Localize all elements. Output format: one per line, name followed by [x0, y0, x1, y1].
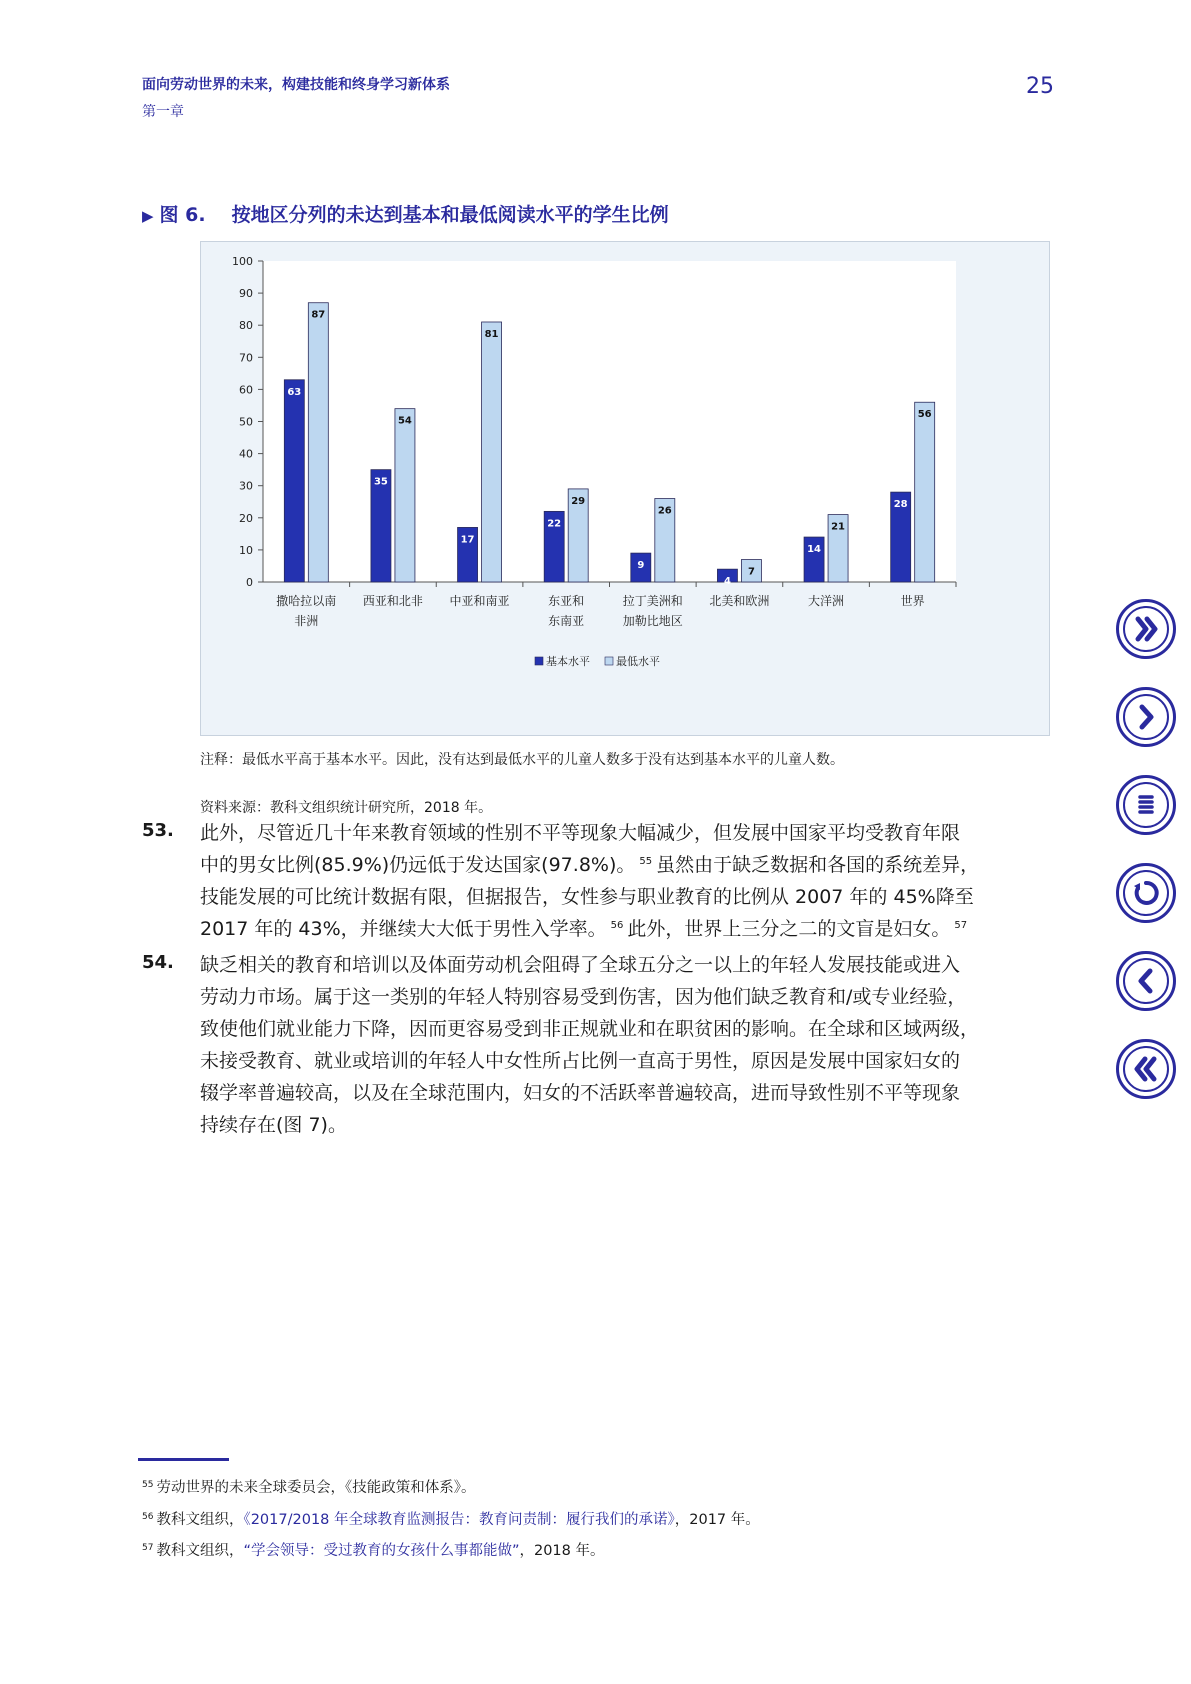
data-label: 9	[637, 560, 645, 572]
data-label: 81	[484, 328, 499, 340]
footnote-number: 56	[142, 1512, 154, 1522]
paragraph-line	[200, 818, 960, 845]
data-label: 17	[460, 534, 475, 546]
footnote-text: ，2017 年。	[674, 1512, 760, 1528]
paragraph-text: 未接受教育、就业或培训的年轻人中女性所占比例一直高于男性，原因是发展中国家妇女的	[200, 1050, 961, 1072]
y-tick-label: 90	[239, 287, 253, 301]
paragraph-text: 此外，世界上三分之二的文盲是妇女。	[627, 918, 951, 940]
paragraph-text: 虽然由于缺乏数据和各国的系统差异，	[656, 854, 980, 876]
y-tick-label: 80	[239, 319, 253, 333]
bar-minimum	[308, 303, 328, 582]
y-tick-label: 70	[239, 351, 253, 365]
menu-icon	[1129, 788, 1163, 822]
data-label: 26	[657, 505, 672, 517]
legend-label: 基本水平	[546, 655, 590, 668]
footnote-reference[interactable]: 57	[954, 920, 968, 931]
paragraph-line	[200, 982, 966, 1009]
x-tick-label: 北美和欧洲	[709, 594, 770, 608]
figure-number: 图 6.	[159, 204, 206, 226]
data-label: 29	[571, 495, 586, 507]
paragraph-number: 54.	[142, 952, 174, 973]
paragraph-line	[200, 850, 979, 877]
page-number: 25	[1026, 74, 1054, 99]
data-label: 56	[917, 409, 932, 421]
bar-minimum	[482, 322, 502, 582]
footnote-text: 教科文组织，	[156, 1543, 244, 1559]
y-tick-label: 40	[239, 447, 253, 461]
plot-area	[263, 261, 956, 582]
nav-button-ring	[1123, 870, 1169, 916]
menu-button[interactable]	[1116, 775, 1176, 835]
footnote-number: 55	[142, 1480, 154, 1490]
figure-arrow-icon: ▶	[142, 207, 154, 225]
running-header-chapter: 第一章	[142, 104, 184, 120]
footnote-text: 教科文组织，	[156, 1512, 244, 1528]
data-label: 54	[397, 415, 412, 427]
back-icon	[1129, 876, 1163, 910]
y-tick-label: 50	[239, 415, 253, 429]
footnote-link[interactable]: 《2017/2018 年全球教育监测报告：教育问责制：履行我们的承诺》	[243, 1512, 675, 1528]
legend-swatch	[605, 657, 613, 665]
x-tick-label: 世界	[900, 594, 925, 608]
back-button[interactable]	[1116, 863, 1176, 923]
y-tick-label: 60	[239, 383, 253, 397]
paragraph-text: 缺乏相关的教育和培训以及体面劳动机会阻碍了全球五分之一以上的年轻人发展技能或进入	[200, 954, 961, 976]
y-tick-label: 0	[246, 576, 253, 589]
paragraph-text: 此外，尽管近几十年来教育领域的性别不平等现象大幅减少，但发展中国家平均受教育年限	[200, 822, 961, 844]
paragraph-text: 技能发展的可比统计数据有限，但据报告，女性参与职业教育的比例从 2007 年的 45%降至	[200, 886, 974, 908]
footnote-text: 劳动世界的未来全球委员会，《技能政策和体系》。	[156, 1480, 476, 1496]
x-tick-label: 东南亚	[548, 614, 585, 628]
paragraph-line	[200, 1046, 960, 1073]
previous-page-button[interactable]	[1116, 951, 1176, 1011]
data-label: 7	[747, 566, 755, 578]
bar-minimum	[915, 402, 935, 582]
data-label: 35	[373, 476, 388, 488]
paragraph-line	[200, 950, 960, 977]
data-label: 63	[287, 386, 302, 398]
paragraph-line	[200, 914, 971, 941]
paragraph-text: 2017 年的 43%，并继续大大低于男性入学率。	[200, 918, 607, 940]
footnote-text: ，2018 年。	[519, 1543, 605, 1559]
bar-minimum	[395, 409, 415, 582]
footnote	[142, 1476, 475, 1497]
chart-container	[200, 241, 1050, 736]
x-tick-label: 非洲	[294, 614, 319, 628]
paragraph-text: 劳动力市场。属于这一类别的年轻人特别容易受到伤害，因为他们缺乏教育和/或专业经验，	[200, 986, 967, 1008]
footnote	[142, 1539, 605, 1560]
figure-note: 注释：最低水平高于基本水平。因此，没有达到最低水平的儿童人数多于没有达到基本水平的儿童人数。	[200, 752, 844, 768]
first-page-icon	[1129, 1052, 1163, 1086]
running-header-title: 面向劳动世界的未来，构建技能和终身学习新体系	[142, 77, 450, 93]
data-label: 21	[831, 521, 846, 533]
footnote-link[interactable]: “学会领导：受过教育的女孩什么事都能做”	[243, 1543, 520, 1559]
footnote	[142, 1508, 760, 1529]
y-tick-label: 10	[239, 543, 253, 557]
footnote-reference[interactable]: 56	[610, 920, 624, 931]
last-page-icon	[1129, 612, 1163, 646]
data-label: 87	[311, 309, 326, 321]
footnote-reference[interactable]: 55	[639, 856, 653, 867]
data-label: 22	[547, 518, 562, 530]
last-page-button[interactable]	[1116, 599, 1176, 659]
nav-button-ring	[1123, 958, 1169, 1004]
bar-chart	[201, 242, 1049, 735]
x-tick-label: 西亚和北非	[362, 594, 423, 608]
paragraph-text: 致使他们就业能力下降，因而更容易受到非正规就业和在职贫困的影响。在全球和区域两级，	[200, 1018, 980, 1040]
bar-basic	[284, 380, 304, 582]
x-tick-label: 东亚和	[548, 594, 585, 608]
next-page-button[interactable]	[1116, 687, 1176, 747]
nav-button-ring	[1123, 782, 1169, 828]
y-tick-label: 30	[239, 479, 253, 493]
x-tick-label: 大洋洲	[808, 594, 845, 608]
figure-title	[142, 200, 669, 227]
data-label: 14	[807, 544, 822, 556]
data-label: 4	[723, 576, 731, 588]
paragraph-number: 53.	[142, 820, 174, 841]
paragraph-line	[200, 1078, 960, 1105]
legend-swatch	[535, 657, 543, 665]
x-tick-label: 撒哈拉以南	[276, 594, 337, 608]
nav-button-ring	[1123, 694, 1169, 740]
legend-label: 最低水平	[616, 655, 660, 668]
y-tick-label: 100	[232, 255, 253, 268]
paragraph-line	[200, 1110, 347, 1137]
nav-button-ring	[1123, 606, 1169, 652]
paragraph-text: 持续存在(图 7)。	[200, 1114, 347, 1136]
paragraph-text: 中的男女比例(85.9%)仍远低于发达国家(97.8%)。	[200, 854, 636, 876]
next-page-icon	[1129, 700, 1163, 734]
paragraph-line	[200, 882, 974, 909]
data-label: 28	[893, 499, 908, 511]
figure-source: 资料来源：教科文组织统计研究所，2018 年。	[200, 800, 493, 816]
nav-button-ring	[1123, 1046, 1169, 1092]
figure-title-text: 按地区分列的未达到基本和最低阅读水平的学生比例	[231, 204, 669, 226]
footnote-number: 57	[142, 1543, 154, 1553]
paragraph-text: 辍学率普遍较高，以及在全球范围内，妇女的不活跃率普遍较高，进而导致性别不平等现象	[200, 1082, 961, 1104]
y-tick-label: 20	[239, 511, 253, 525]
x-tick-label: 中亚和南亚	[449, 594, 510, 608]
first-page-button[interactable]	[1116, 1039, 1176, 1099]
paragraph-line	[200, 1014, 979, 1041]
previous-page-icon	[1129, 964, 1163, 998]
x-tick-label: 加勒比地区	[622, 614, 683, 628]
footnote-divider	[138, 1458, 229, 1461]
x-tick-label: 拉丁美洲和	[622, 594, 683, 608]
